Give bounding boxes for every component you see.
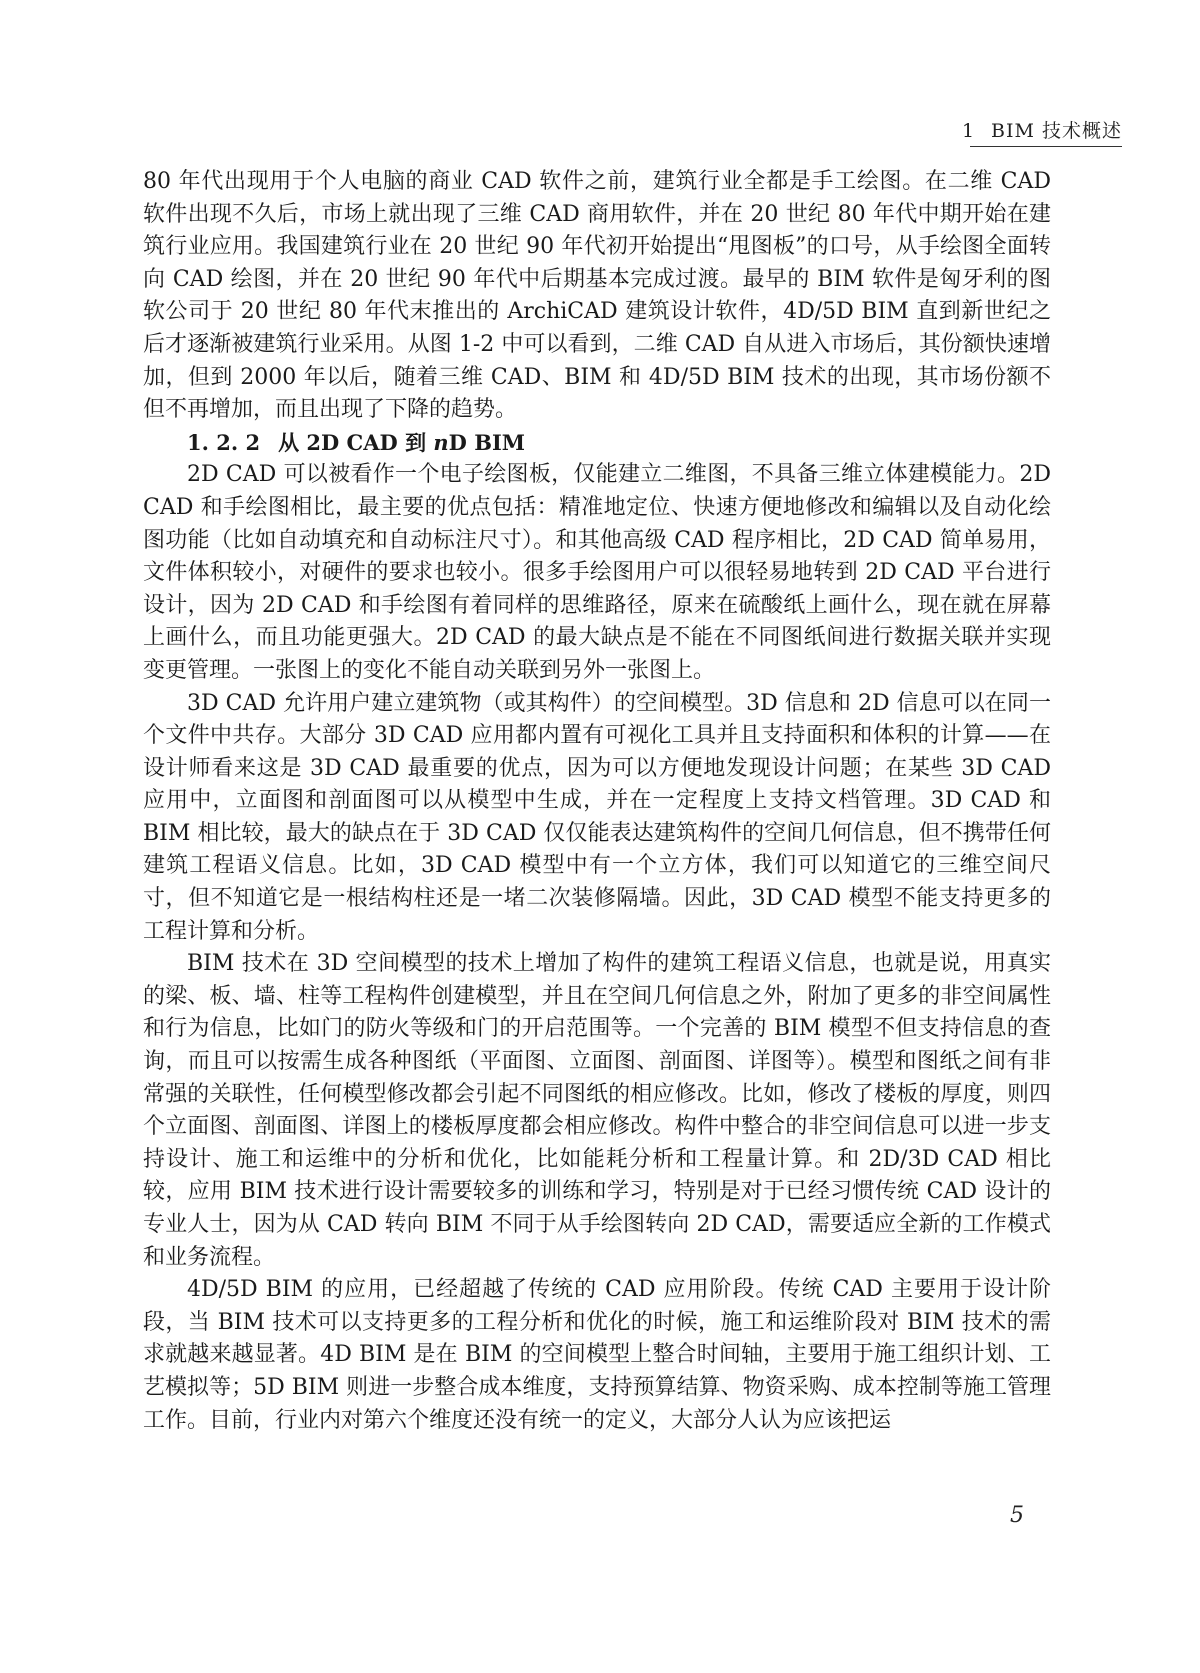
body-text <box>143 166 1051 1437</box>
section-title-italic: n <box>433 429 449 455</box>
header-rule <box>970 146 1122 147</box>
section-title-suffix: D BIM <box>448 429 526 455</box>
section-title-prefix: 从 2D CAD 到 <box>278 429 434 455</box>
chapter-number: 1 <box>961 120 976 142</box>
section-number: 1. 2. 2 <box>187 429 261 455</box>
paragraph-bim: BIM 技术在 3D 空间模型的技术上增加了构件的建筑工程语义信息，也就是说，用真实的梁、板、墙、柱等工程构件创建模型，并且在空间几何信息之外，附加了更多的非空间属性和行为信息，比如门的防火等级和门的开启范围等。一个完善的 BIM 模型不但支持信息的查询，而且可以按需生成各种图纸（平面图、立面图、剖面图、详图等）。模型和图纸之间有非常强的关联性，任何模型修改都会引起不同图纸的相应修改。比如，修改了楼板的厚度，则四个立面图、剖面图、详图上的楼板厚度都会相应修改。构件中整合的非空间信息可以进一步支持设计、施工和运维中的分析和优化，比如能耗分析和工程量计算。和 2D/3D CAD 相比较，应用 BIM 技术进行设计需要较多的训练和学习，特别是对于已经习惯传统 CAD 设计的专业人士，因为从 CAD 转向 BIM 不同于从手绘图转向 2D CAD，需要适应全新的工作模式和业务流程。 <box>143 951 1051 1270</box>
paragraph-2d-cad: 2D CAD 可以被看作一个电子绘图板，仅能建立二维图，不具备三维立体建模能力。2D CAD 和手绘图相比，最主要的优点包括：精准地定位、快速方便地修改和编辑以及自动化绘图功能（比如自动填充和自动标注尺寸）。和其他高级 CAD 程序相比，2D CAD 简单易用，文件体积较小，对硬件的要求也较小。很多手绘图用户可以很轻易地转到 2D CAD 平台进行设计，因为 2D CAD 和手绘图有着同样的思维路径，原来在硫酸纸上画什么，现在就在屏幕上画什么，而且功能更强大。2D CAD 的最大缺点是不能在不同图纸间进行数据关联并实现变更管理。一张图上的变化不能自动关联到另外一张图上。 <box>143 462 1051 683</box>
paragraph-4d-5d-bim: 4D/5D BIM 的应用，已经超越了传统的 CAD 应用阶段。传统 CAD 主要用于设计阶段，当 BIM 技术可以支持更多的工程分析和优化的时候，施工和运维阶段对 BIM 技术的需求就越来越显著。4D BIM 是在 BIM 的空间模型上整合时间轴，主要用于施工组织计划、工艺模拟等；5D BIM 则进一步整合成本维度，支持预算结算、物资采购、成本控制等施工管理工作。目前，行业内对第六个维度还没有统一的定义，大部分人认为应该把运 <box>143 1277 1051 1433</box>
paragraph-continued: 80 年代出现用于个人电脑的商业 CAD 软件之前，建筑行业全都是手工绘图。在二维 CAD 软件出现不久后，市场上就出现了三维 CAD 商用软件，并在 20 世纪 80 年代中期开始在建筑行业应用。我国建筑行业在 20 世纪 90 年代初开始提出“甩图板”的口号，从手绘图全面转向 CAD 绘图，并在 20 世纪 90 年代中后期基本完成过渡。最早的 BIM 软件是匈牙利的图软公司于 20 世纪 80 年代末推出的 ArchiCAD 建筑设计软件，4D/5D BIM 直到新世纪之后才逐渐被建筑行业采用。从图 1-2 中可以看到，二维 CAD 自从进入市场后，其份额快速增加，但到 2000 年以后，随着三维 CAD、BIM 和 4D/5D BIM 技术的出现，其市场份额不但不再增加，而且出现了下降的趋势。 <box>143 169 1051 423</box>
paragraph-3d-cad: 3D CAD 允许用户建立建筑物（或其构件）的空间模型。3D 信息和 2D 信息可以在同一个文件中共存。大部分 3D CAD 应用都内置有可视化工具并且支持面积和体积的计算——在设计师看来这是 3D CAD 最重要的优点，因为可以方便地发现设计问题；在某些 3D CAD 应用中，立面图和剖面图可以从模型中生成，并在一定程度上支持文档管理。3D CAD 和 BIM 相比较，最大的缺点在于 3D CAD 仅仅能表达建筑构件的空间几何信息，但不携带任何建筑工程语义信息。比如，3D CAD 模型中有一个立方体，我们可以知道它的三维空间尺寸，但不知道它是一根结构柱还是一堵二次装修隔墙。因此，3D CAD 模型不能支持更多的工程计算和分析。 <box>143 690 1051 944</box>
page-number: 5 <box>1010 1503 1024 1528</box>
running-header <box>962 116 1122 143</box>
chapter-title: BIM 技术概述 <box>991 120 1122 142</box>
section-heading <box>143 427 1051 460</box>
